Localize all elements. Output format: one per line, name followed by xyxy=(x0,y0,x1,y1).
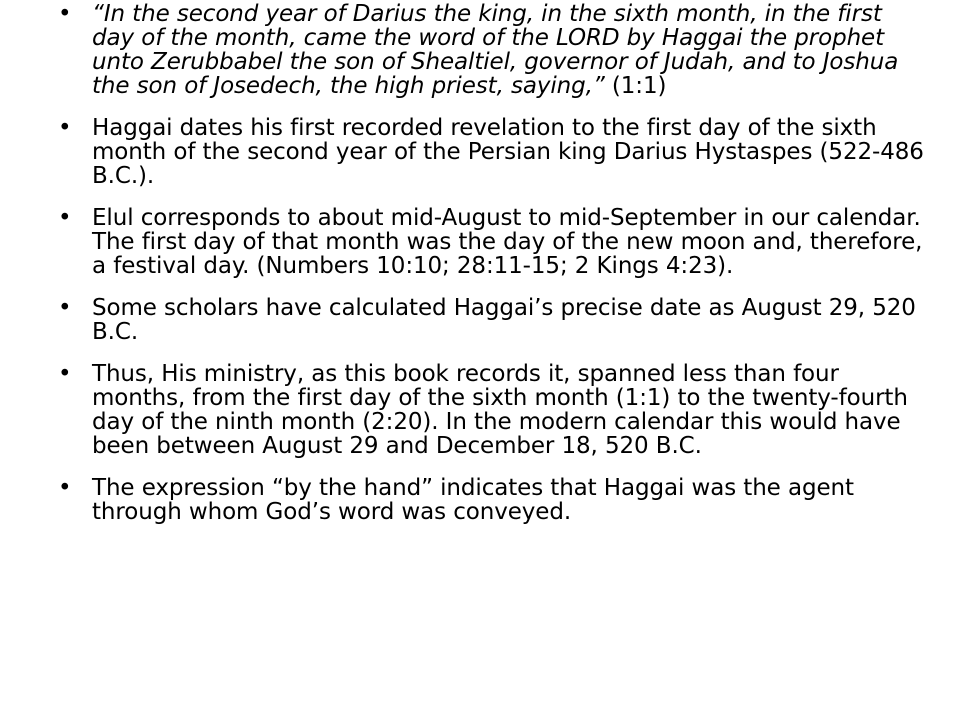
bullet-item-3 xyxy=(58,206,928,278)
bullet-text: The expression “by the hand” indicates that Haggai was the agent through whom God’s word was conveyed. xyxy=(92,475,854,525)
bullet-item-5 xyxy=(58,362,928,458)
bullet-text: Elul corresponds to about mid-August to mid-September in our calendar. The first day of that month was the day of the new moon and, therefore, a festival day. (Numbers 10:10; 28:11-15; 2 Kings 4:23). xyxy=(92,205,923,279)
bullet-text: Thus, His ministry, as this book records it, spanned less than four months, from the first day of the sixth month (1:1) to the twenty-fourth day of the ninth month (2:20). In the modern calendar this would have been between August 29 and December 18, 520 B.C. xyxy=(92,361,908,459)
bullet-item-2 xyxy=(58,116,928,188)
bullet-text: Some scholars have calculated Haggai’s precise date as August 29, 520 B.C. xyxy=(92,295,916,345)
bullet-text: Haggai dates his first recorded revelation to the first day of the sixth month of the second year of the Persian king Darius Hystaspes (522-486 B.C.). xyxy=(92,115,924,189)
bullet-item-6 xyxy=(58,476,928,524)
scripture-reference: (1:1) xyxy=(604,73,667,99)
bullet-item-1 xyxy=(58,2,928,98)
scripture-quote: “In the second year of Darius the king, in the sixth month, in the first day of the month, came the word of the LORD by Haggai the prophet unto Zerubbabel the son of Shealtiel, governor of Judah, and to Joshua the son of Josedech, the high priest, saying,” xyxy=(92,1,899,99)
bullet-list xyxy=(58,2,928,542)
bullet-item-4 xyxy=(58,296,928,344)
